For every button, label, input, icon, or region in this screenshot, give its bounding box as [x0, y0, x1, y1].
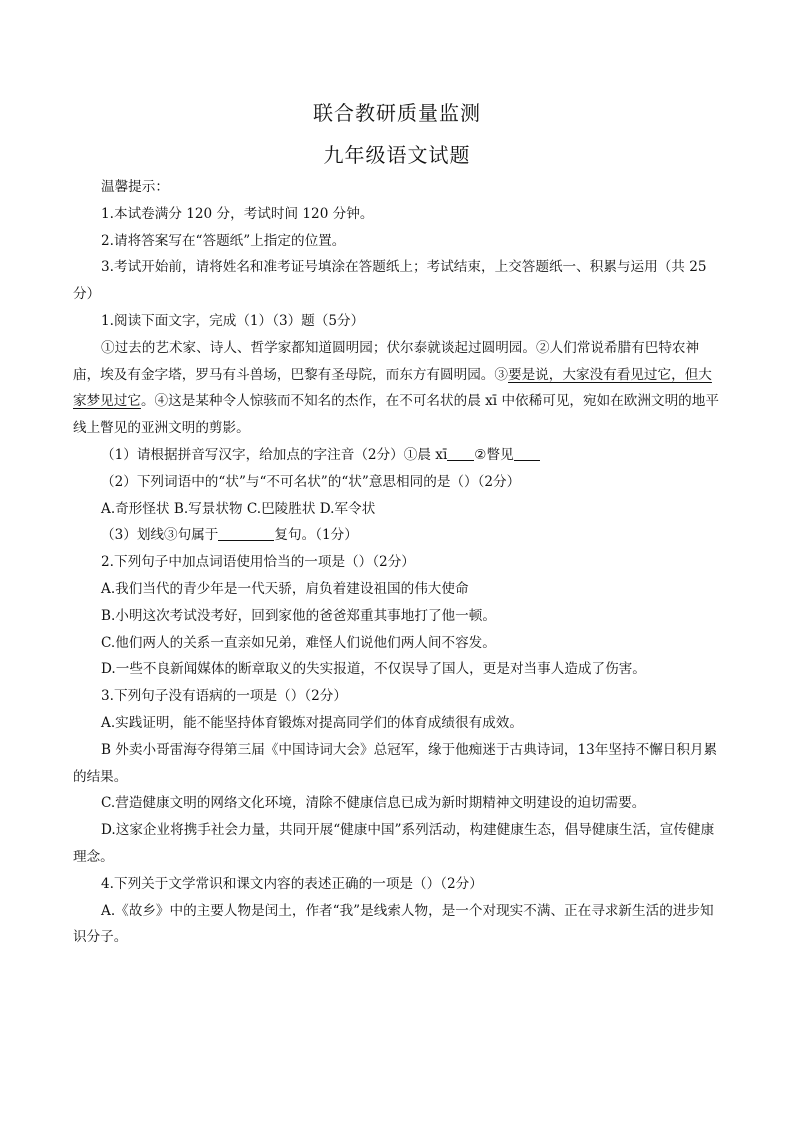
exam-subtitle: 九年级语文试题: [323, 143, 471, 167]
passage-part-a: ①过去的艺术家、诗人、哲学家都知道圆明园；伏尔泰就谈起过圆明园。②人们常说希腊有巴特农神庙，埃及有金字塔，罗马有斗兽场，巴黎有圣母院，而东方有圆明园。③: [73, 339, 700, 383]
question-1-sub-1: [73, 442, 723, 469]
question-4-stem: 4.下列关于文学常识和课文内容的表述正确的一项是（）（2分）: [101, 875, 483, 892]
question-3-option-b: B 外卖小哥雷海夺得第三届《中国诗词大会》总冠军，缘于他痴迷于古典诗词，13年坚持不懈日积月累的结果。: [73, 741, 718, 785]
note-2: 2.请将答案写在“答题纸”上指定的位置。: [101, 232, 346, 249]
sub-3-text-a: （3）划线③句属于: [101, 527, 219, 544]
exam-content: [73, 174, 723, 951]
sub-3-text-b: 复句。（1分）: [274, 527, 358, 544]
note-1: 1.本试卷满分 120 分，考试时间 120 分钟。: [101, 205, 374, 222]
question-1-sub-2-options: A.奇形怪状 B.写景状物 C.巴陵胜状 D.军令状: [101, 500, 376, 517]
question-1-sub-2: （2）下列词语中的“状”与“不可名状”的“状”意思相同的是（）（2分）: [101, 473, 521, 490]
question-2-option-a: A.我们当代的青少年是一代天骄，肩负着建设祖国的伟大使命: [101, 580, 469, 597]
note-3: 3.考试开始前，请将姓名和准考证号填涂在答题纸上；考试结束，上交答题纸一、积累与运用（共 25 分）: [73, 259, 707, 303]
question-3-option-c: C.营造健康文明的网络文化环境，清除不健康信息已成为新时期精神文明建设的迫切需要。: [101, 795, 646, 812]
underlined-sentence: 要是说，大家没有看见过它，但大家梦见过它: [73, 366, 712, 410]
question-2-option-b: B.小明这次考试没考好，回到家他的爸爸郑重其事地打了他一顿。: [101, 607, 496, 624]
question-1-stem: 1.阅读下面文字，完成（1）（3）题（5分）: [101, 312, 365, 329]
sub-1-text-b: ②瞥见: [474, 446, 514, 463]
question-1-sub-3: [73, 522, 723, 549]
question-4-option-a: A.《故乡》中的主要人物是闰土，作者“我”是线索人物，是一个对现实不满、正在寻求新生活的进步知识分子。: [73, 902, 714, 946]
exam-title: 联合教研质量监测: [313, 101, 481, 125]
notes-label: 温馨提示：: [101, 179, 169, 195]
answer-blank: [514, 446, 540, 461]
answer-blank: [447, 446, 474, 461]
question-2-option-c: C.他们两人的关系一直亲如兄弟，难怪人们说他们两人间不容发。: [101, 634, 496, 651]
sub-1-text-a: （1）请根据拼音写汉字，给加点的字注音（2分）①晨 xī: [101, 446, 448, 463]
question-3-stem: 3.下列句子没有语病的一项是（）（2分）: [101, 688, 347, 705]
question-1-passage: [73, 335, 723, 442]
answer-blank: [218, 526, 274, 541]
question-2-option-d: D.一些不良新闻媒体的断章取义的失实报道，不仅误导了国人，更是对当事人造成了伤害。: [101, 661, 646, 678]
question-3-option-a: A.实践证明，能不能坚持体育锻炼对提高同学们的体育成绩很有成效。: [101, 714, 523, 731]
question-2-stem: 2.下列句子中加点词语使用恰当的一项是（）（2分）: [101, 554, 415, 571]
passage-part-b: 。④这是某种令人惊骇而不知名的杰作，在不可名状的晨 xī 中依稀可见，宛如在欧洲文明的地平线上瞥见的亚洲文明的剪影。: [73, 393, 719, 437]
question-3-option-d: D.这家企业将携手社会力量，共同开展“健康中国”系列活动，构建健康生态，倡导健康生活，宣传健康理念。: [73, 822, 715, 865]
